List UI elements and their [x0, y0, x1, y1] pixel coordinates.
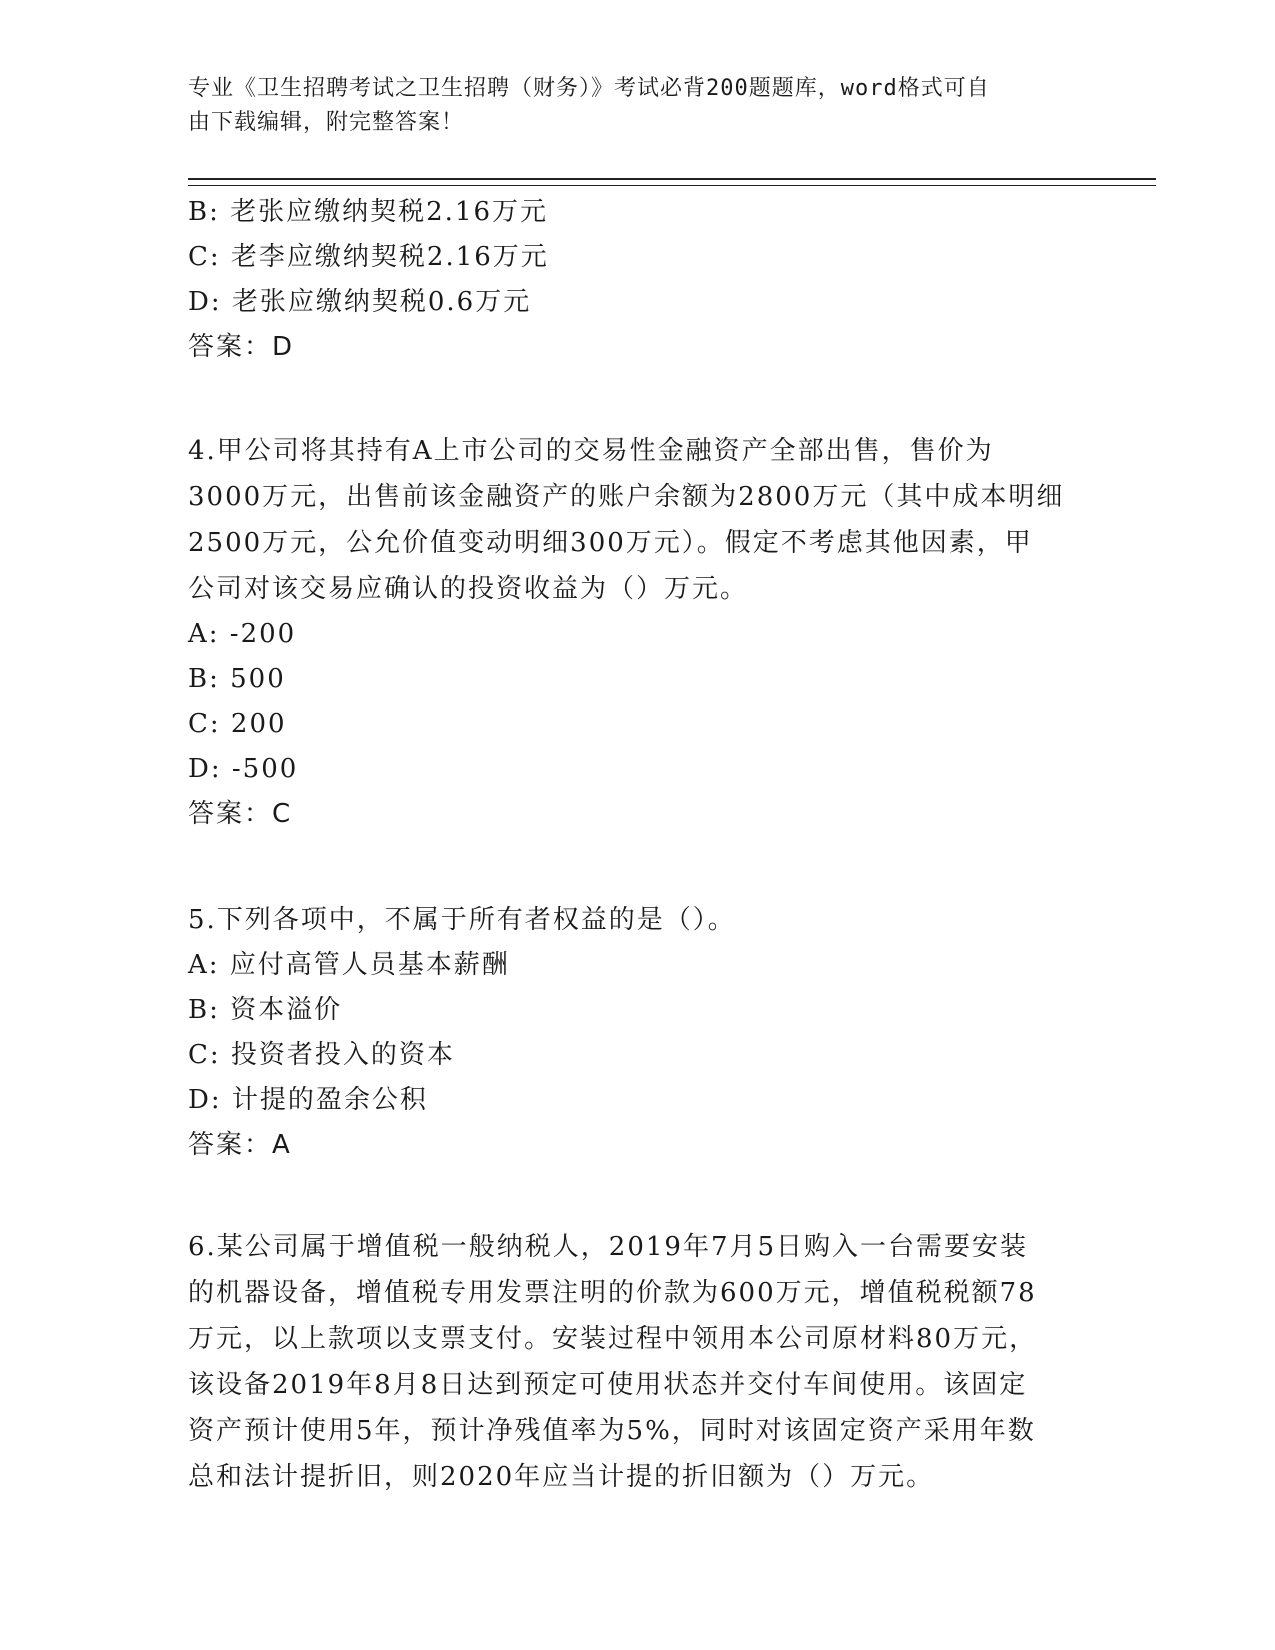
- answer: 答案：A: [188, 1130, 292, 1160]
- question-4: [188, 428, 1068, 837]
- question-5: [188, 897, 1068, 1168]
- option-a: A: 应付高管人员基本薪酬: [188, 950, 510, 980]
- option-b: B: 500: [188, 664, 286, 694]
- question-text-line: 4.甲公司将其持有A上市公司的交易性金融资产全部出售，售价为: [188, 436, 994, 466]
- spacer: [188, 1168, 1068, 1214]
- spacer: [188, 837, 1068, 883]
- question-text-line: 的机器设备，增值税专用发票注明的价款为600万元，增值税税额78: [188, 1278, 1037, 1308]
- question-text-line: 3000万元，出售前该金融资产的账户余额为2800万元（其中成本明细: [188, 482, 1065, 512]
- document-header: [188, 72, 1068, 140]
- spacer: [188, 370, 1068, 416]
- prev-question: [188, 190, 1068, 370]
- question-text-line: 2500万元，公允价值变动明细300万元）。假定不考虑其他因素，甲: [188, 528, 1033, 558]
- question-text-line: 万元，以上款项以支票支付。安装过程中领用本公司原材料80万元，: [188, 1324, 1038, 1354]
- option-d: D: -500: [188, 754, 299, 784]
- question-text-line: 该设备2019年8月8日达到预定可使用状态并交付车间使用。该固定: [188, 1370, 1028, 1400]
- option-b: B: 老张应缴纳契税2.16万元: [188, 197, 549, 227]
- answer: 答案：D: [188, 332, 295, 362]
- option-c: C: 投资者投入的资本: [188, 1040, 455, 1070]
- option-d: D: 老张应缴纳契税0.6万元: [188, 287, 532, 317]
- question-text-line: 总和法计提折旧，则2020年应当计提的折旧额为（）万元。: [188, 1462, 935, 1492]
- question-text-line: 公司对该交易应确认的投资收益为（）万元。: [188, 574, 749, 604]
- header-line-2: 由下载编辑，附完整答案！: [188, 110, 465, 135]
- option-a: A: -200: [188, 619, 297, 649]
- question-text-line: 资产预计使用5年，预计净残值率为5%，同时对该固定资产采用年数: [188, 1416, 1036, 1446]
- option-c: C: 200: [188, 709, 287, 739]
- option-d: D: 计提的盈余公积: [188, 1085, 428, 1115]
- header-line-1: 专业《卫生招聘考试之卫生招聘（财务）》考试必背200题题库，word格式可自: [188, 76, 990, 101]
- question-content: [188, 190, 1068, 1500]
- question-6: [188, 1224, 1068, 1500]
- header-divider: [188, 178, 1156, 186]
- question-text-line: 5.下列各项中，不属于所有者权益的是（）。: [188, 905, 736, 935]
- option-b: B: 资本溢价: [188, 995, 343, 1025]
- option-c: C: 老李应缴纳契税2.16万元: [188, 242, 549, 272]
- answer: 答案：C: [188, 799, 293, 829]
- question-text-line: 6.某公司属于增值税一般纳税人，2019年7月5日购入一台需要安装: [188, 1232, 1029, 1262]
